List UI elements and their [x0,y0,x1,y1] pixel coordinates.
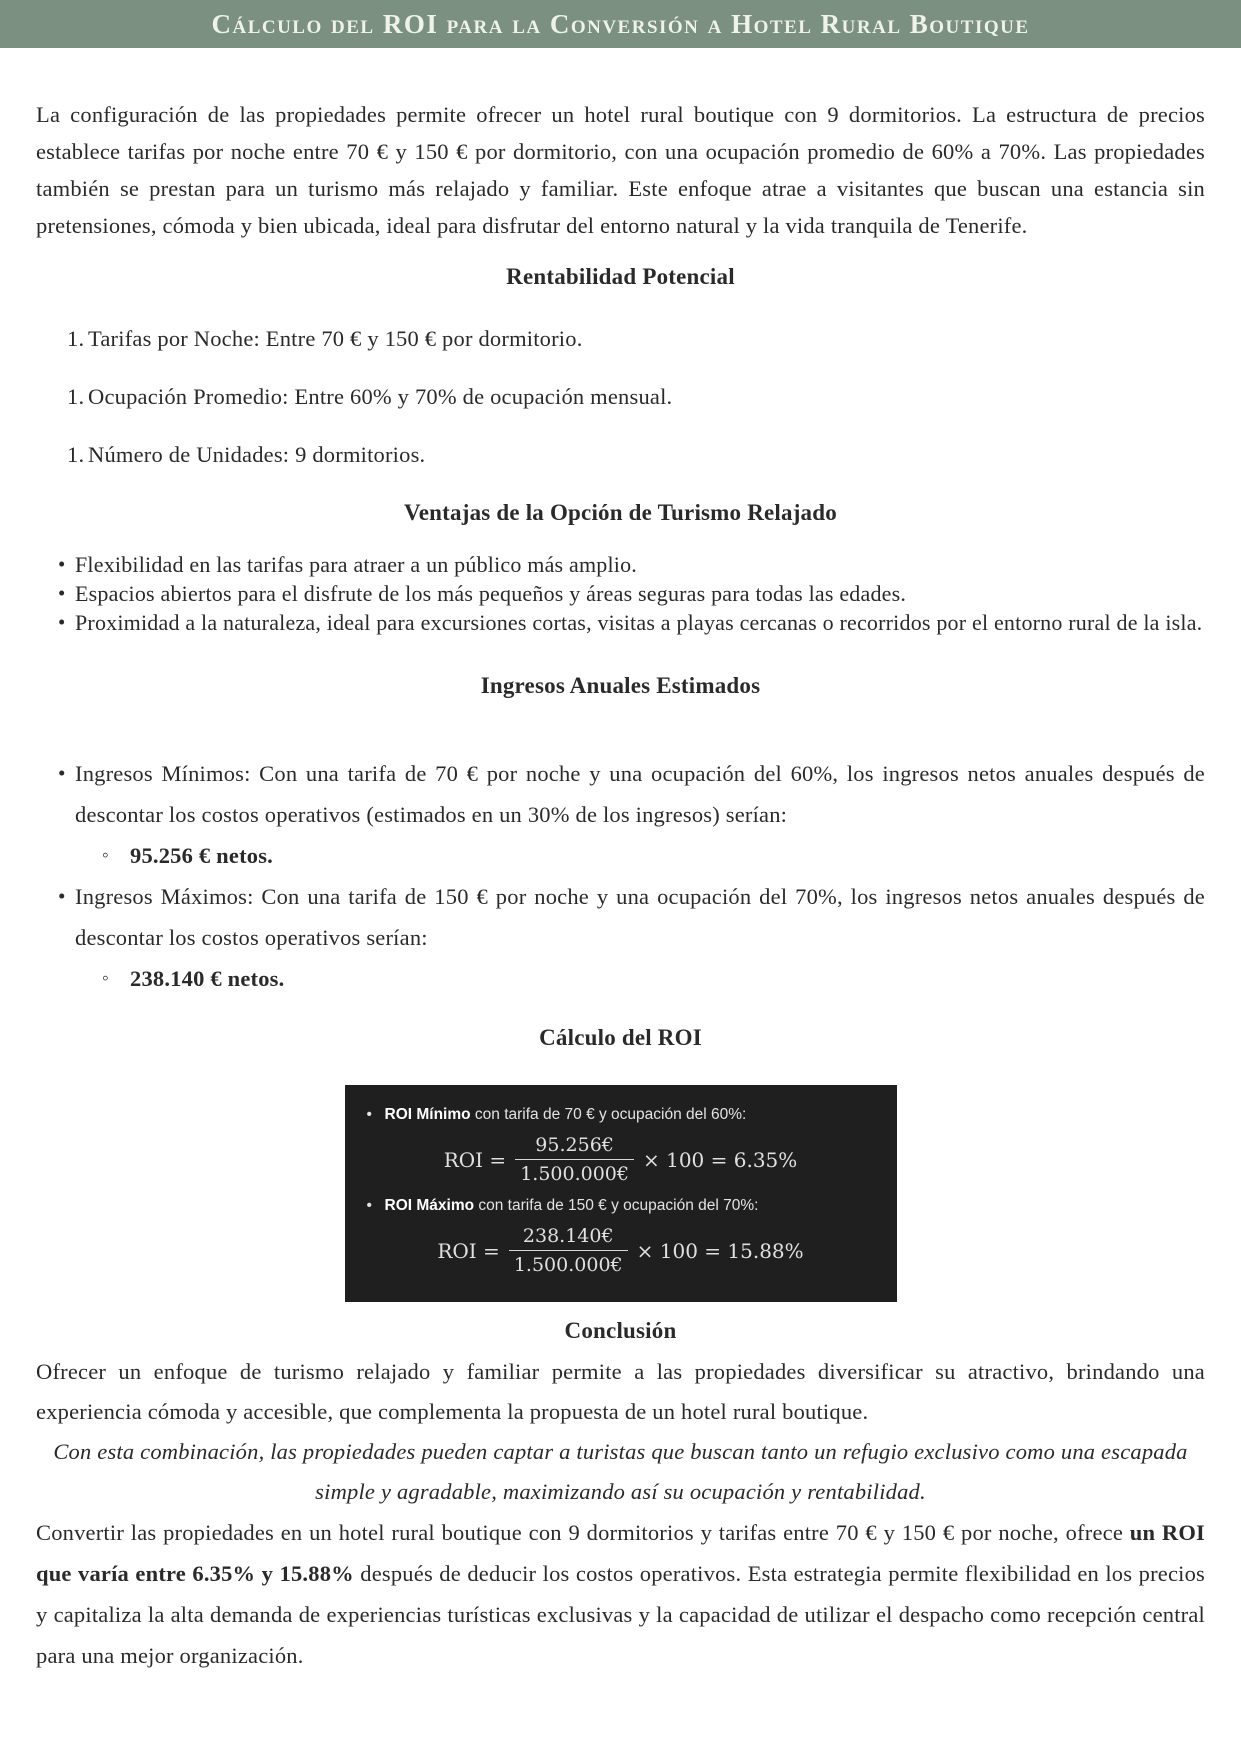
formula-lhs: ROI = [437,1238,500,1263]
list-item: • Espacios abiertos para el disfrute de los más pequeños y áreas seguras para todas las edades. [36,579,1205,608]
roi-min-label-bold: ROI Mínimo [384,1106,471,1123]
list-item [36,324,1205,354]
document-body [0,96,1241,1676]
intro-paragraph: La configuración de las propiedades permite ofrecer un hotel rural boutique con 9 dormitorios. La estructura de precios establece tarifas por noche entre 70 € y 150 € por dormitorio, con una ocupación promedio de 60% a 70%. Las propiedades también se prestan para un turismo más relajado y familiar. Este enfoque atrae a visitantes que buscan una estancia sin pretensiones, cómoda y bien ubicada, ideal para disfrutar del entorno natural y la vida tranquila de Tenerife. [36,102,1205,238]
roi-max-item [345,1195,897,1276]
final-text-before: Convertir las propiedades en un hotel rural boutique con 9 dormitorios y tarifas entre 70 € y 150 € por noche, ofrece [36,1520,1130,1545]
heading-rentabilidad-potencial: Rentabilidad Potencial [506,264,735,289]
list-marker: 1. [67,442,85,467]
list-subitem-value: ◦ 238.140 € netos. [36,958,1205,999]
document-header-bar [0,0,1241,48]
list-item [36,382,1205,412]
document-title: Cálculo del ROI para la Conversión a Hotel Rural Boutique [211,9,1030,39]
formula-rhs: × 100 = 6.35% [642,1147,798,1172]
roi-max-label-bold: ROI Máximo [384,1197,475,1214]
list-item-text: Número de Unidades: 9 dormitorios. [88,442,426,467]
ventajas-list [36,550,1205,637]
roi-min-label-rest: con tarifa de 70 € y ocupación del 60%: [470,1106,747,1123]
list-item: • Ingresos Máximos: Con una tarifa de 150 € por noche y una ocupación del 70%, los ingresos netos anuales después de descontar los costos operativos serían: [36,876,1205,958]
roi-min-item [345,1104,897,1185]
fraction-numerator: 238.140€ [522,1225,614,1247]
conclusion-italic-paragraph: Con esta combinación, las propiedades pueden captar a turistas que buscan tanto un refugio exclusivo como una escapada simple y agradable, maximizando así su ocupación y rentabilidad. [53,1439,1188,1504]
formula-lhs: ROI = [443,1147,507,1172]
list-item: • Proximidad a la naturaleza, ideal para excursiones cortas, visitas a playas cercanas o recorridos por el entorno rural de la isla. [36,608,1205,637]
conclusion-paragraph: Ofrecer un enfoque de turismo relajado y familiar permite a las propiedades diversificar su atractivo, brindando una experiencia cómoda y accesible, que complementa la propuesta de un hotel rural boutique. [36,1359,1205,1424]
list-marker: 1. [67,326,85,351]
roi-max-label-rest: con tarifa de 150 € y ocupación del 70%: [474,1197,759,1214]
list-marker: 1. [67,384,85,409]
conclusion-final-paragraph [36,1512,1205,1676]
list-item [36,440,1205,470]
formula-fraction [515,1134,634,1185]
heading-ingresos-anuales: Ingresos Anuales Estimados [480,673,761,698]
list-subitem-value: ◦ 95.256 € netos. [36,835,1205,876]
roi-max-label [363,1195,879,1217]
final-text-after: después de deducir los costos operativos. Esta estrategia permite flexibilidad en los precios y capitaliza la alta demanda de experiencias turísticas exclusivas y la capacidad de utilizar el despacho como recepción central para una mejor organización. [36,1561,1205,1668]
list-item-text: Tarifas por Noche: Entre 70 € y 150 € por dormitorio. [88,326,583,351]
list-item-text: Ocupación Promedio: Entre 60% y 70% de ocupación mensual. [88,384,673,409]
list-item: • Ingresos Mínimos: Con una tarifa de 70 € por noche y una ocupación del 60%, los ingresos netos anuales después de descontar los costos operativos (estimados en un 30% de los ingresos) serían: [36,753,1205,835]
fraction-denominator: 1.500.000€ [515,1159,634,1185]
heading-calculo-roi: Cálculo del ROI [539,1025,702,1050]
fraction-numerator: 95.256€ [535,1134,614,1156]
roi-min-label [363,1104,879,1126]
final-text-bold-roi-range: un ROI que varía entre 6.35% y 15.88% [36,1520,1205,1586]
roi-min-formula [363,1134,879,1185]
roi-max-formula [363,1225,879,1276]
formula-rhs: × 100 = 15.88% [636,1238,804,1263]
formula-fraction [509,1225,628,1276]
list-item: • Flexibilidad en las tarifas para atraer a un público más amplio. [36,550,1205,579]
roi-formula-panel [345,1085,897,1302]
rentabilidad-list [36,324,1205,470]
heading-conclusion: Conclusión [564,1318,677,1343]
heading-ventajas-turismo: Ventajas de la Opción de Turismo Relajado [404,500,837,525]
fraction-denominator: 1.500.000€ [509,1250,628,1276]
ingresos-list [36,753,1205,999]
